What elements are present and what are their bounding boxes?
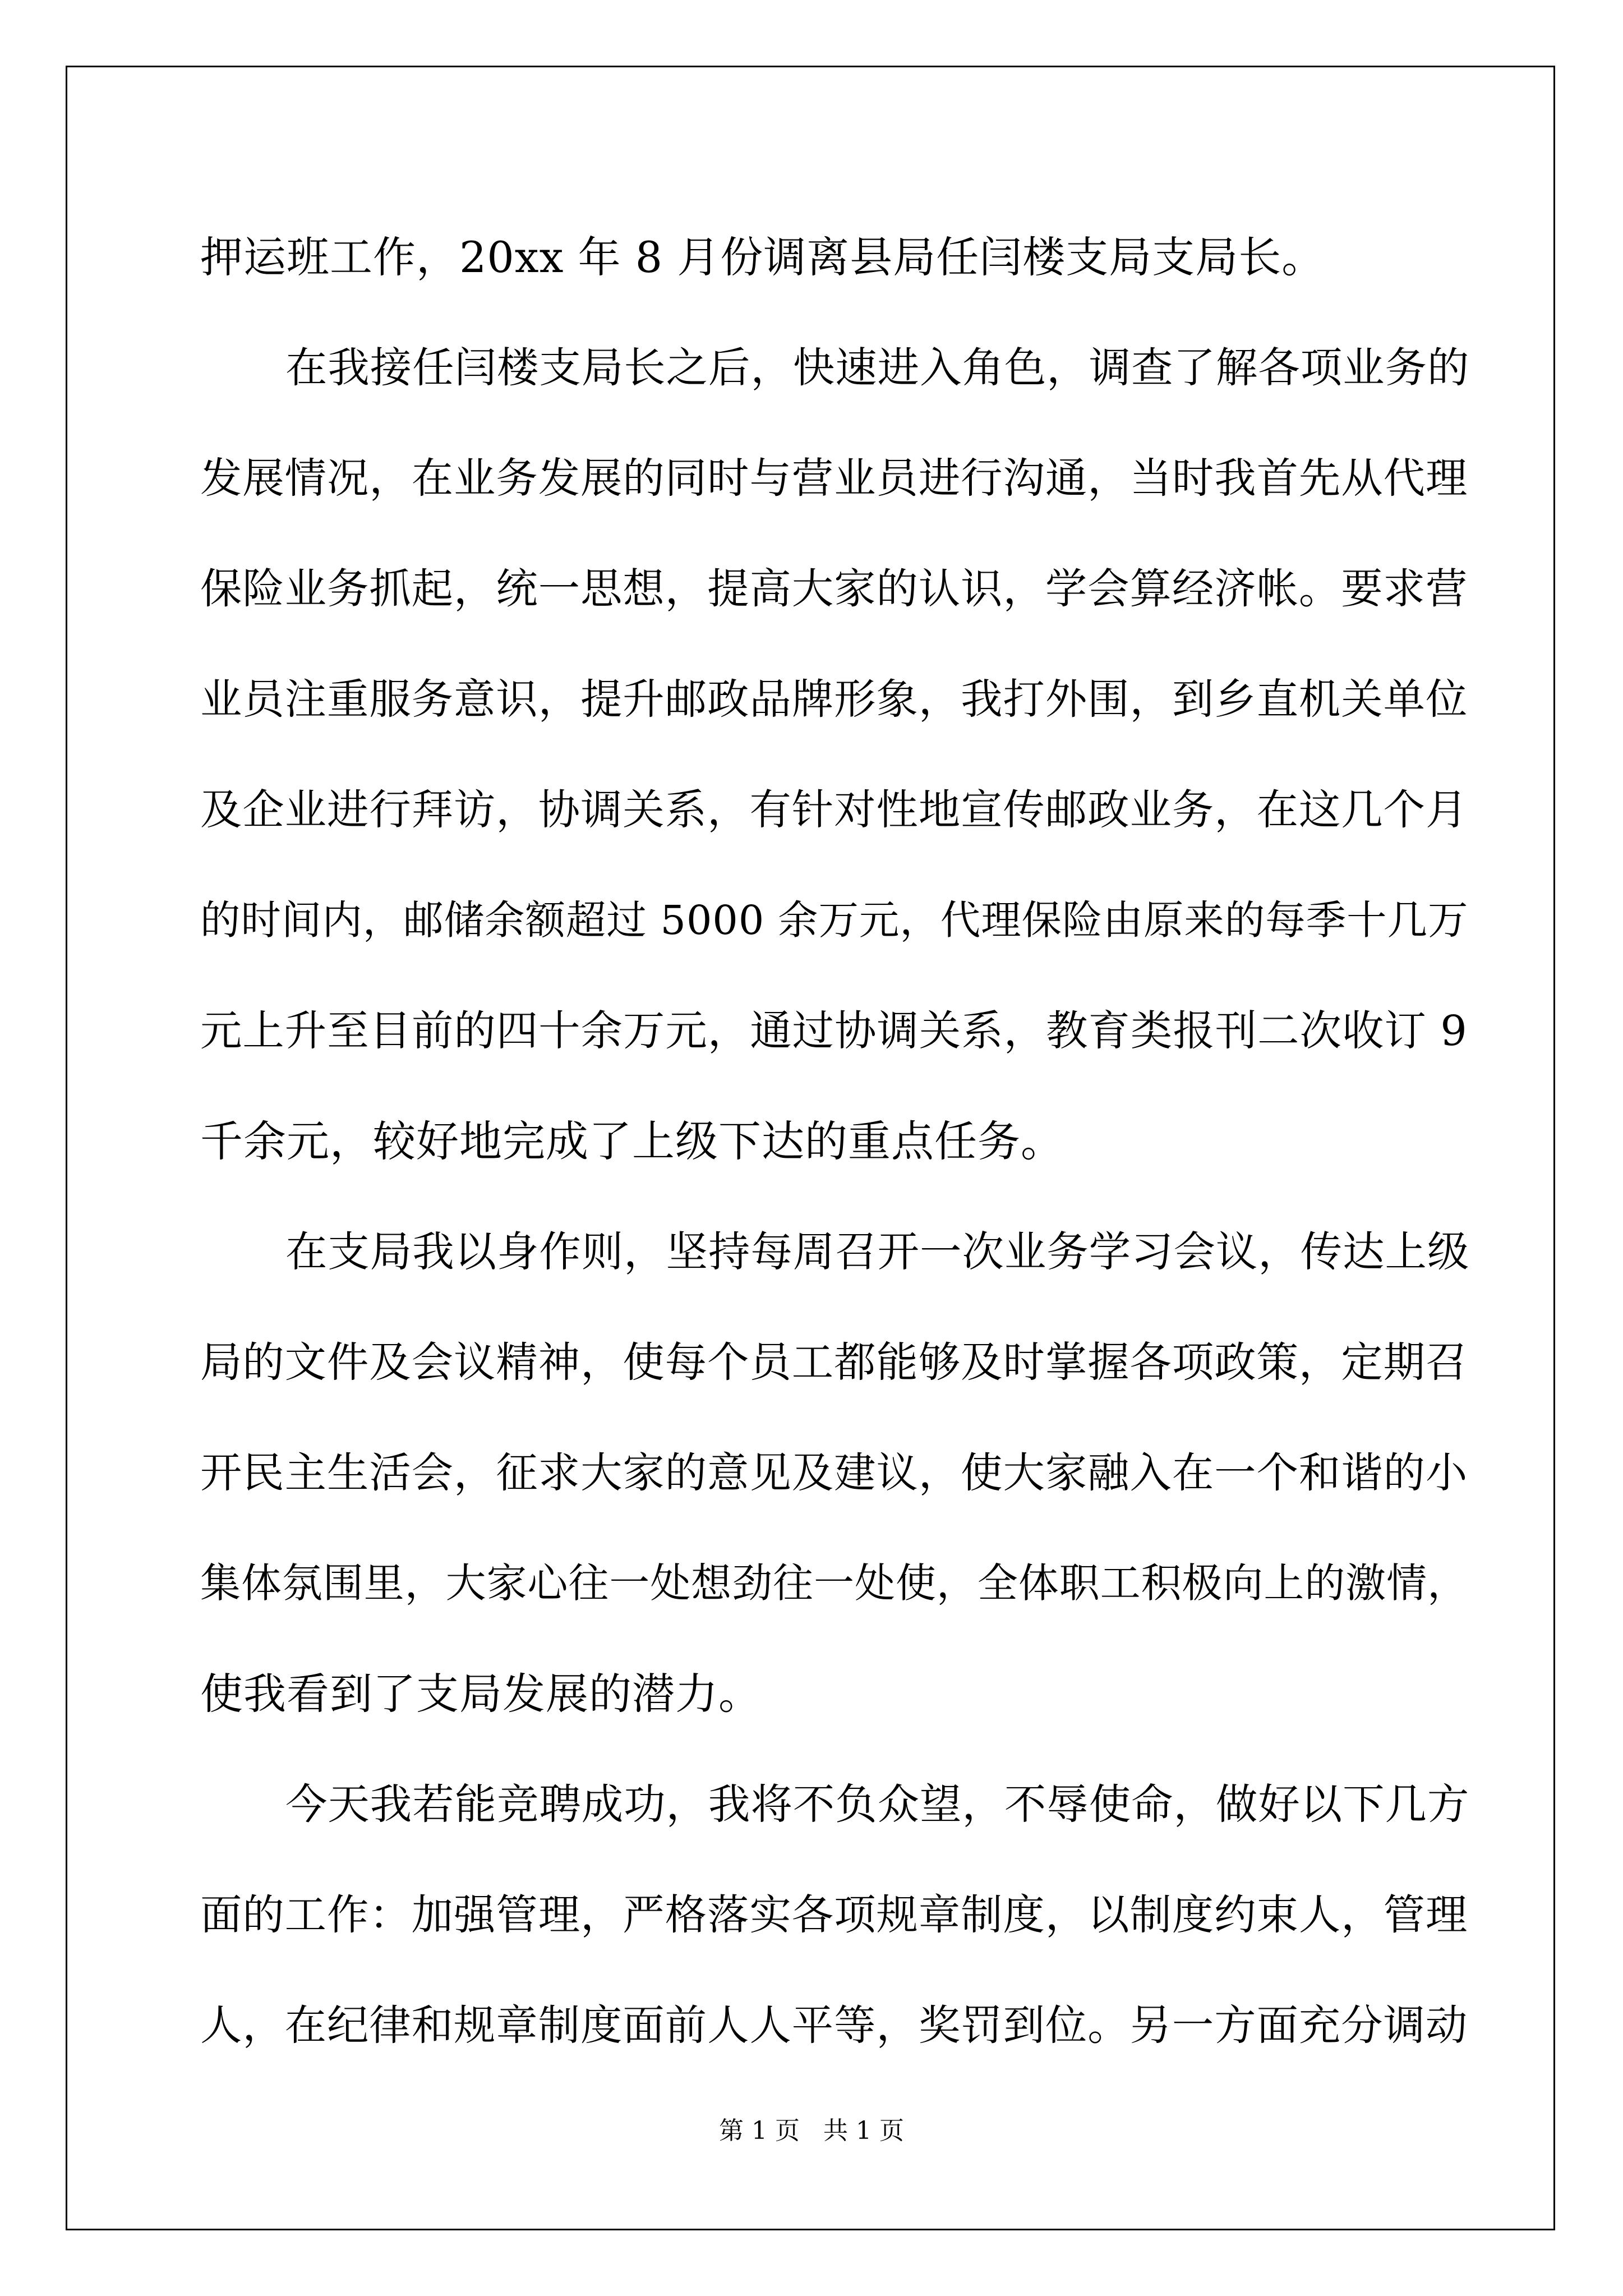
text-line: 保险业务抓起，统一思想，提高大家的认识，学会算经济帐。要求营 (200, 564, 1468, 613)
text-line: 业员注重服务意识，提升邮政品牌形象，我打外围，到乡直机关单位 (200, 675, 1468, 724)
text-line: 开民主生活会，征求大家的意见及建议，使大家融入在一个和谐的小 (200, 1448, 1468, 1497)
text-line: 元上升至目前的四十余万元，通过协调关系，教育类报刊二次收订 9 (200, 1006, 1468, 1055)
text-line: 在我接任闫楼支局长之后，快速进入角色，调查了解各项业务的 (285, 343, 1470, 392)
text-line: 押运班工作，20xx 年 8 月份调离县局任闫楼支局支局长。 (200, 232, 1325, 282)
text-line: 面的工作：加强管理，严格落实各项规章制度，以制度约束人，管理 (200, 1890, 1468, 1939)
text-line: 千余元，较好地完成了上级下达的重点任务。 (200, 1116, 1064, 1166)
text-line: 今天我若能竞聘成功，我将不负众望，不辱使命，做好以下几方 (285, 1780, 1470, 1829)
text-line: 局的文件及会议精神，使每个员工都能够及时掌握各项政策，定期召 (200, 1338, 1468, 1387)
text-line: 使我看到了支局发展的潜力。 (200, 1669, 762, 1719)
text-line: 在支局我以身作则，坚持每周召开一次业务学习会议，传达上级 (285, 1227, 1470, 1276)
text-line: 人，在纪律和规章制度面前人人平等，奖罚到位。另一方面充分调动 (200, 2001, 1468, 2050)
text-line: 的时间内，邮储余额超过 5000 余万元，代理保险由原来的每季十几万 (200, 897, 1469, 944)
text-line: 发展情况，在业务发展的同时与营业员进行沟通，当时我首先从代理 (200, 454, 1468, 503)
text-line: 集体氛围里，大家心往一处想劲往一处使，全体职工积极向上的激情， (200, 1559, 1469, 1607)
document-body (200, 202, 1468, 2081)
text-line: 及企业进行拜访，协调关系，有针对性地宣传邮政业务，在这几个月 (200, 785, 1468, 834)
page-footer: 第 1 页 共 1 页 (719, 2116, 904, 2145)
